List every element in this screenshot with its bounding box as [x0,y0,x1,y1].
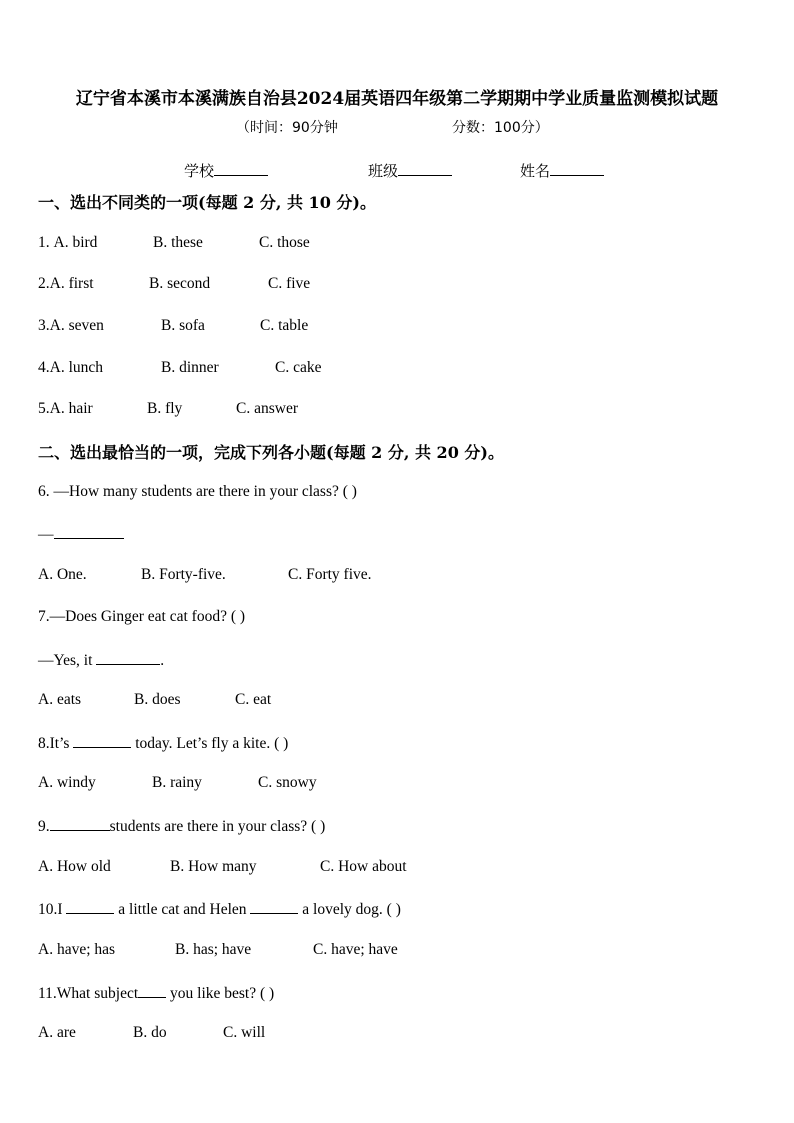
question-5 [38,400,298,418]
q9-stem [38,816,325,836]
q1-option-a[interactable]: A. bird [53,234,98,251]
q7-answer-prefix: —Yes, it [38,652,97,669]
q11-stem [38,983,274,1003]
name-field [520,160,604,181]
q4-option-c[interactable]: C. cake [275,359,322,376]
q6-stem: 6. —How many students are there in your class? ( ) [38,483,357,500]
q4-number: 4. [38,359,50,376]
question-4 [38,359,322,377]
q7-answer-line [38,650,164,670]
class-label: 班级 [368,162,399,180]
q3-number: 3. [38,317,50,334]
class-blank[interactable] [398,161,452,176]
q6-option-c[interactable]: C. Forty five. [288,566,372,583]
q6-options [38,566,372,584]
name-label: 姓名 [520,162,551,180]
q6-answer-prefix: — [38,526,54,543]
q2-option-c[interactable]: C. five [268,275,311,292]
q5-option-a[interactable]: A. hair [49,400,93,417]
q2-option-b[interactable]: B. second [149,275,211,292]
q6-answer-line [38,524,124,544]
q10-blank-1[interactable] [66,899,114,914]
q4-option-b[interactable]: B. dinner [161,359,219,376]
q11-prefix: 11.What subject [38,985,139,1002]
q8-option-a[interactable]: A. windy [38,774,96,791]
q6-option-a[interactable]: A. One. [38,566,87,583]
q7-option-c[interactable]: C. eat [235,691,272,708]
school-label: 学校 [184,162,215,180]
q9-blank[interactable] [50,816,110,831]
q3-option-a[interactable]: A. seven [49,317,104,334]
q7-options [38,691,272,709]
q8-suffix: today. Let’s fly a kite. ( ) [131,735,289,752]
q1-number: 1. [38,234,54,251]
q9-option-b[interactable]: B. How many [170,858,257,875]
q9-options [38,858,407,876]
q5-option-c[interactable]: C. answer [236,400,298,417]
q8-blank[interactable] [73,733,131,748]
q4-option-a[interactable]: A. lunch [49,359,104,376]
q10-option-a[interactable]: A. have; has [38,941,116,958]
section1-heading: 一、选出不同类的一项(每题 2 分, 共 10 分)。 [38,193,376,212]
q1-option-c[interactable]: C. those [259,234,310,251]
q7-answer-suffix: . [160,652,165,669]
q8-option-c[interactable]: C. snowy [258,774,317,791]
q10-suffix: a lovely dog. ( ) [298,901,401,918]
q9-option-a[interactable]: A. How old [38,858,111,875]
q2-option-a[interactable]: A. first [49,275,94,292]
q9-option-c[interactable]: C. How about [320,858,407,875]
time-info: （时间：90分钟 [236,120,338,136]
q8-option-b[interactable]: B. rainy [152,774,202,791]
q7-option-b[interactable]: B. does [134,691,181,708]
q2-number: 2. [38,275,50,292]
q3-option-c[interactable]: C. table [260,317,309,334]
school-blank[interactable] [214,161,268,176]
q11-blank[interactable] [138,983,166,998]
question-3 [38,317,309,335]
q8-options [38,774,317,792]
q5-option-b[interactable]: B. fly [147,400,183,417]
q10-option-c[interactable]: C. have; have [313,941,398,958]
q11-option-c[interactable]: C. will [223,1024,266,1041]
q11-option-b[interactable]: B. do [133,1024,167,1041]
q8-stem [38,733,288,753]
q7-answer-blank[interactable] [96,650,160,665]
q8-prefix: 8.It’s [38,735,74,752]
q1-option-b[interactable]: B. these [153,234,203,251]
q10-blank-2[interactable] [250,899,298,914]
q6-answer-blank[interactable] [54,524,124,539]
q11-option-a[interactable]: A. are [38,1024,76,1041]
q11-options [38,1024,266,1042]
q7-stem: 7.—Does Ginger eat cat food? ( ) [38,608,246,625]
q10-middle: a little cat and Helen [114,901,251,918]
q10-options [38,941,398,959]
question-2 [38,275,311,293]
q10-option-b[interactable]: B. has; have [175,941,252,958]
q3-option-b[interactable]: B. sofa [161,317,205,334]
q6-option-b[interactable]: B. Forty-five. [141,566,226,583]
q9-prefix: 9. [38,818,50,835]
question-1 [38,234,310,252]
exam-title: 辽宁省本溪市本溪满族自治县2024届英语四年级第二学期期中学业质量监测模拟试题 [75,89,719,109]
q7-option-a[interactable]: A. eats [38,691,82,708]
q10-prefix: 10.I [38,901,67,918]
q11-suffix: you like best? ( ) [166,985,275,1002]
section2-heading: 二、选出最恰当的一项，完成下列各小题(每题 2 分, 共 20 分)。 [38,443,504,462]
q9-suffix: students are there in your class? ( ) [109,818,326,835]
score-info: 分数：100分） [452,120,549,136]
q5-number: 5. [38,400,50,417]
school-field [184,160,268,181]
name-blank[interactable] [550,161,604,176]
class-field [368,160,452,181]
q10-stem [38,899,401,919]
